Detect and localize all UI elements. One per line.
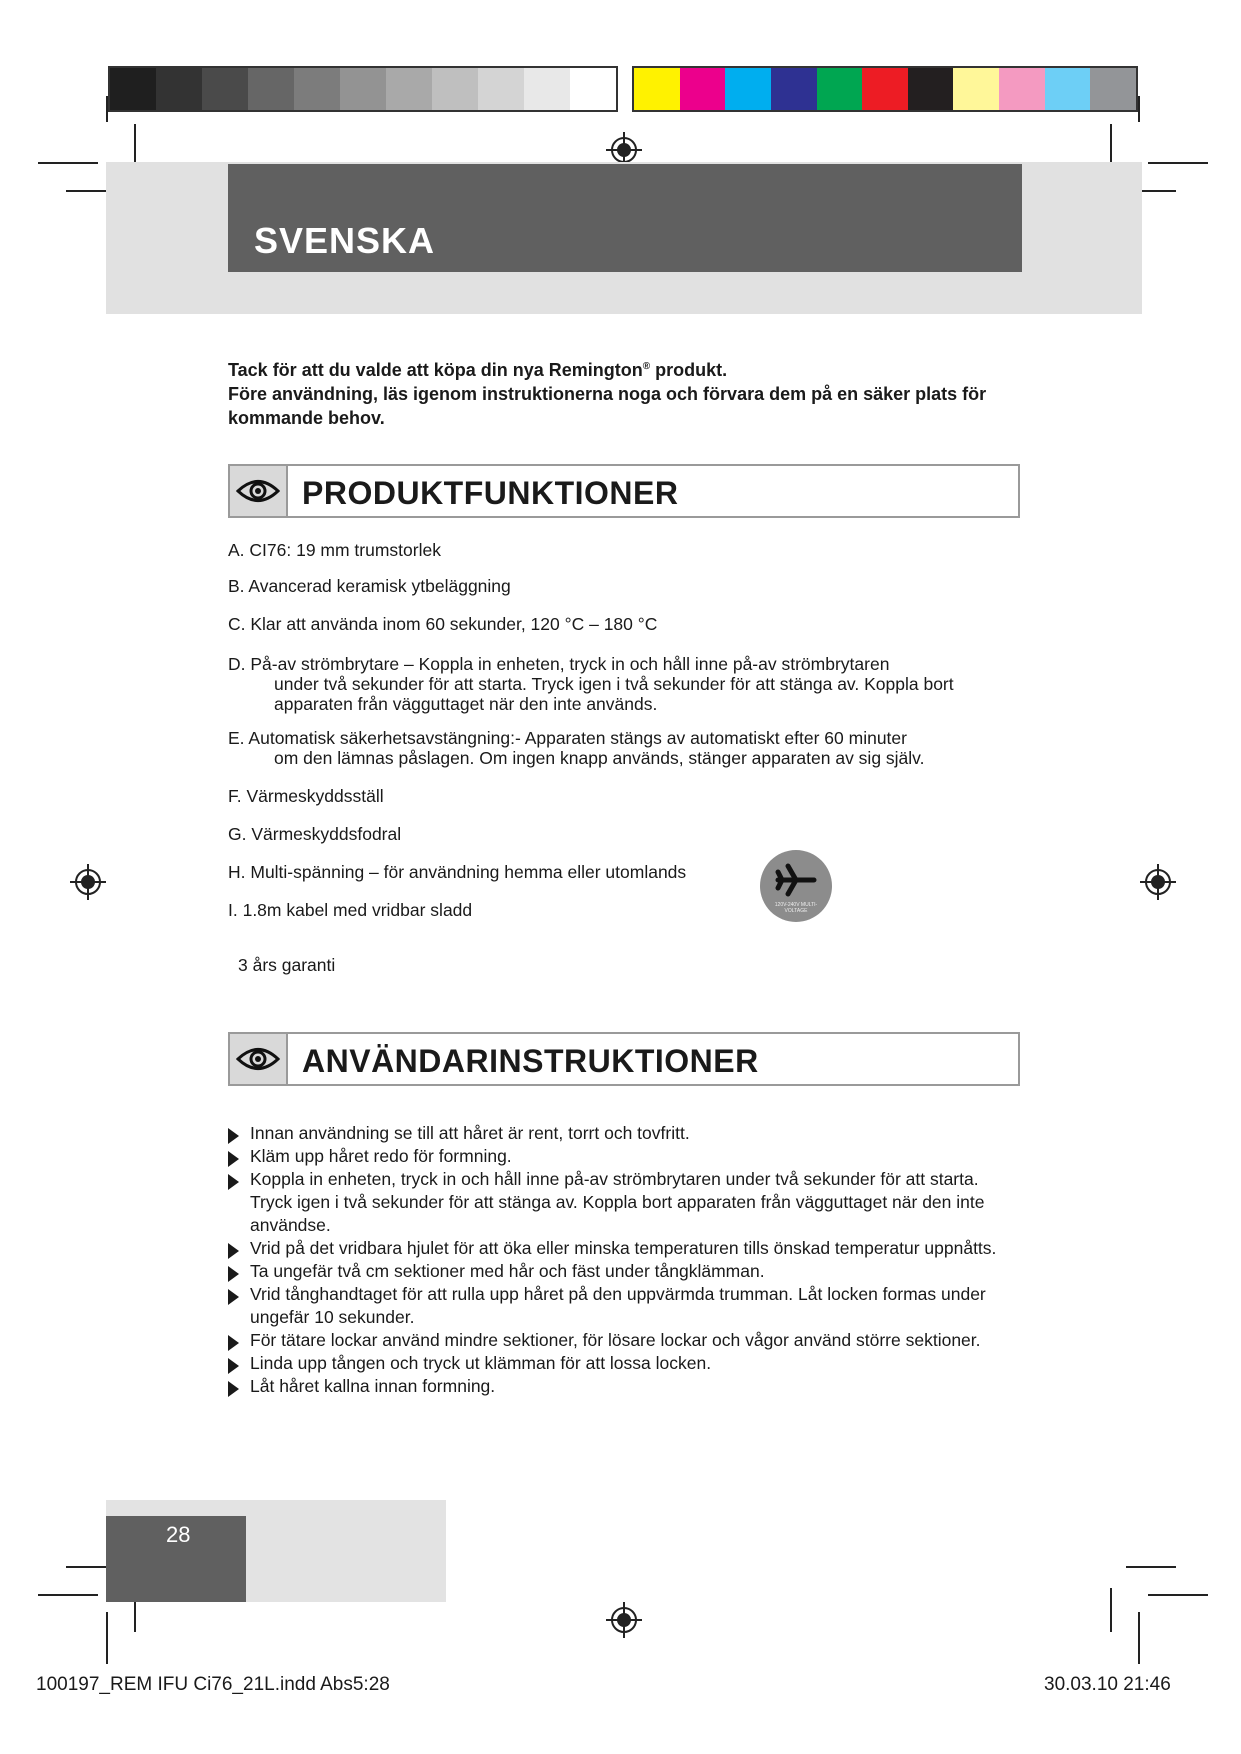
feature-item [228, 654, 974, 714]
crop-mark [1148, 1594, 1208, 1596]
feature-text: H. Multi-spänning – för användning hemma eller utomlands [228, 862, 687, 882]
feature-text: C. Klar att använda inom 60 sekunder, 120 °C – 180 °C [228, 614, 658, 634]
badge-caption: 120V-240V MULTI-VOLTAGE [774, 902, 818, 914]
instruction-item [228, 1122, 1008, 1145]
section-title: PRODUKTFUNKTIONER [302, 475, 679, 511]
instruction-item [228, 1352, 1008, 1375]
color-swatch [634, 68, 680, 110]
color-swatch [1045, 68, 1091, 110]
color-swatch [908, 68, 954, 110]
feature-item [228, 900, 472, 920]
airplane-icon [774, 862, 818, 898]
instruction-text: Koppla in enheten, tryck in och håll inne på-av strömbrytaren under två sekunder för att starta. Tryck igen i två sekunder för att stänga av. Koppla bort apparaten från vägguttaget när den inte användse. [250, 1169, 985, 1235]
color-swatch [478, 68, 524, 110]
crop-mark [1110, 1588, 1112, 1632]
color-swatch [817, 68, 863, 110]
page-number: 28 [166, 1522, 191, 1547]
crop-mark [1138, 96, 1140, 122]
feature-text-continued: om den lämnas påslagen. Om ingen knapp används, stänger apparaten av sig själv. [274, 748, 925, 768]
feature-text: A. CI76: 19 mm trumstorlek [228, 540, 441, 560]
grayscale-calibration-bar [108, 66, 618, 112]
crop-mark [1138, 1612, 1140, 1664]
eye-icon [230, 466, 288, 516]
feature-item [228, 614, 657, 634]
feature-text: F. Värmeskyddsställ [228, 786, 384, 806]
color-swatch [1090, 68, 1136, 110]
instruction-text: Kläm upp håret redo för formning. [250, 1146, 512, 1166]
instruction-item [228, 1329, 1008, 1352]
section-header-features [228, 464, 1020, 518]
slug-date: 30.03.10 21:46 [1044, 1674, 1171, 1695]
intro-product: produkt. [650, 360, 728, 380]
feature-text: I. 1.8m kabel med vridbar sladd [228, 900, 473, 920]
color-swatch [725, 68, 771, 110]
instruction-text: Vrid tånghandtaget för att rulla upp håret på den uppvärmda trumman. Låt locken formas under ungefär 10 sekunder. [250, 1284, 986, 1327]
instruction-text: Vrid på det vridbara hjulet för att öka eller minska temperaturen tills önskad temperatur uppnåtts. [250, 1238, 997, 1258]
color-swatch [340, 68, 386, 110]
color-swatch [570, 68, 616, 110]
crop-mark [38, 1594, 98, 1596]
color-swatch [110, 68, 156, 110]
instruction-text: Ta ungefär två cm sektioner med hår och fäst under tångklämman. [250, 1261, 765, 1281]
instruction-item [228, 1168, 1008, 1237]
feature-text: D. På-av strömbrytare – Koppla in enheten, tryck in och håll inne på-av strömbrytaren [228, 654, 890, 674]
feature-text-continued: under två sekunder för att starta. Tryck igen i två sekunder för att stänga av. Koppla bort apparaten från vägguttaget när den inte används. [274, 674, 954, 714]
registered-mark: ® [642, 361, 651, 372]
instruction-item [228, 1237, 1008, 1260]
bullet-arrow-icon [228, 1174, 239, 1190]
bullet-arrow-icon [228, 1128, 239, 1144]
registration-mark-icon [68, 862, 108, 902]
crop-mark [38, 162, 98, 164]
section-header-usage [228, 1032, 1020, 1086]
bullet-arrow-icon [228, 1243, 239, 1259]
color-swatch [771, 68, 817, 110]
feature-item [228, 862, 686, 882]
bullet-arrow-icon [228, 1358, 239, 1374]
registration-mark-icon [604, 1600, 644, 1640]
color-calibration-bar [632, 66, 1138, 112]
instruction-text: Linda upp tången och tryck ut klämman för att lossa locken. [250, 1353, 712, 1373]
feature-text: B. Avancerad keramisk ytbeläggning [228, 576, 511, 596]
language-title: SVENSKA [254, 220, 436, 261]
section-title: ANVÄNDARINSTRUKTIONER [302, 1043, 759, 1079]
warranty-text: 3 års garanti [238, 955, 336, 975]
usage-instructions-list [228, 1122, 1008, 1398]
intro-line-1 [228, 355, 988, 382]
instruction-item [228, 1260, 1008, 1283]
bullet-arrow-icon [228, 1289, 239, 1305]
instruction-item [228, 1375, 1008, 1398]
color-swatch [294, 68, 340, 110]
crop-mark [106, 96, 108, 122]
slug-file-info: 100197_REM IFU Ci76_21L.indd Abs5:28 [36, 1674, 390, 1695]
intro-thanks: Tack för att du valde att köpa din nya Remington [228, 360, 643, 380]
color-swatch [248, 68, 294, 110]
crop-mark [1126, 1566, 1176, 1568]
feature-item [228, 728, 974, 768]
multi-voltage-badge [760, 850, 832, 922]
feature-item [228, 540, 441, 560]
instruction-text: Innan användning se till att håret är rent, torrt och tovfritt. [250, 1123, 690, 1143]
crop-mark [1148, 162, 1208, 164]
bullet-arrow-icon [228, 1266, 239, 1282]
intro-line-2: Före användning, läs igenom instruktionerna noga och förvara dem på en säker plats för kommande behov. [228, 384, 987, 428]
color-swatch [999, 68, 1045, 110]
feature-item [228, 786, 384, 806]
instruction-text: För tätare lockar använd mindre sektioner, för lösare lockar och vågor använd större sektioner. [250, 1330, 981, 1350]
instruction-item [228, 1145, 1008, 1168]
bullet-arrow-icon [228, 1335, 239, 1351]
feature-item [228, 824, 401, 844]
feature-text: E. Automatisk säkerhetsavstängning:- Apparaten stängs av automatiskt efter 60 minuter [228, 728, 907, 748]
bullet-arrow-icon [228, 1381, 239, 1397]
color-swatch [386, 68, 432, 110]
color-swatch [432, 68, 478, 110]
crop-mark [106, 1612, 108, 1664]
color-swatch [680, 68, 726, 110]
instruction-item [228, 1283, 1008, 1329]
color-swatch [156, 68, 202, 110]
registration-mark-icon [1138, 862, 1178, 902]
color-swatch [953, 68, 999, 110]
color-swatch [524, 68, 570, 110]
eye-icon [230, 1034, 288, 1084]
feature-item [228, 576, 511, 596]
intro-text [228, 355, 988, 430]
color-swatch [862, 68, 908, 110]
bullet-arrow-icon [228, 1151, 239, 1167]
feature-text: G. Värmeskyddsfodral [228, 824, 402, 844]
color-swatch [202, 68, 248, 110]
instruction-text: Låt håret kallna innan formning. [250, 1376, 496, 1396]
